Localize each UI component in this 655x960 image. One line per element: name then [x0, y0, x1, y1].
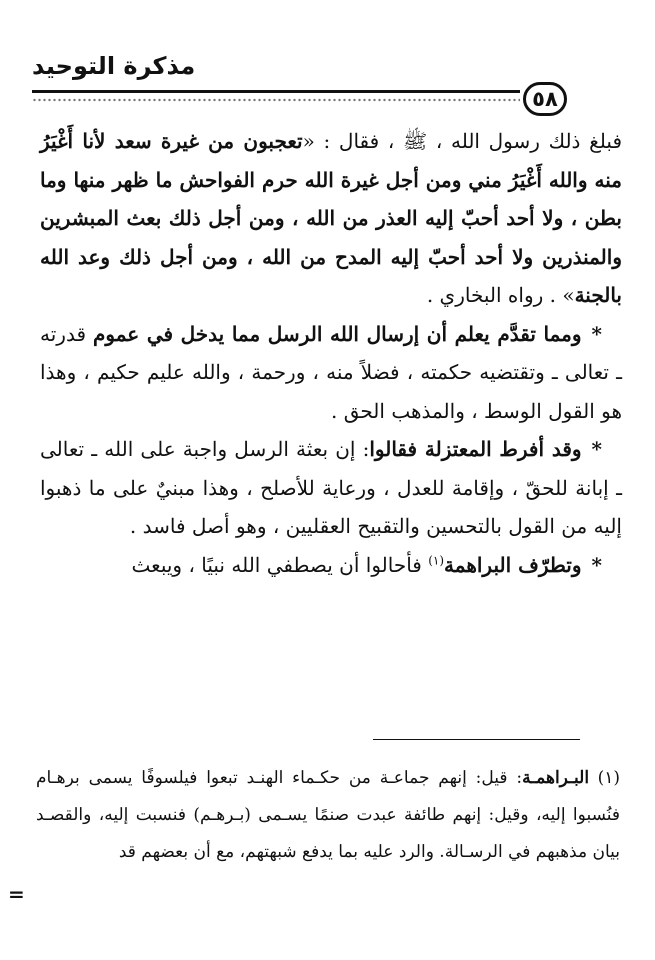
paragraph-star-marker: *: [591, 437, 603, 461]
paragraph-brahmins: [40, 546, 622, 585]
paragraph-lead: وتطرّف البراهمة: [444, 552, 582, 577]
page-number-badge: ٥٨: [523, 82, 567, 116]
footnote-text: : قيل: إنهم جماعـة من حكـماء الهنـد تبعوا فيلسوفًا يسمى برهـام فنُسبوا إليه، وقيل: إنهم طائفة عبدت صنمًا يسـمى (بـرهـم) فنسبت إليه، والقصـد بيان مذهبهم في الرسـالة. والرد عليه بما يدفع شبهتهم، مع أن بعضهم قد: [36, 768, 620, 862]
paragraph-body: فأحالوا أن يصطفي الله نبيًا ، ويبعث: [131, 552, 429, 577]
hadith-text: تعجبون من غيرة سعد لأنا أَغْيَرُ منه والله أَغْيَرُ مني ومن أجل غيرة الله حرم الفواحش ما ظهر منها وما بطن ، ولا أحد أحبّ إليه العذر من الله ، ومن أجل ذلك بعث المبشرين والمنذرين ولا أحد أحبّ إليه المدح من الله ، ومن أجل ذلك وعد الله بالجنة: [40, 129, 622, 307]
header-rule: [32, 90, 520, 93]
footnote-1: [36, 760, 620, 871]
hadith-source: » . رواه البخاري .: [426, 283, 575, 307]
continuation-mark: =: [8, 882, 25, 906]
footnote-term: البـراهمـة: [522, 768, 590, 788]
hadith-intro: فبلغ ذلك رسول الله ، ﷺ ، فقال : «: [302, 129, 623, 153]
main-text: [40, 122, 622, 584]
footnote-number: (١): [597, 768, 620, 788]
running-header-title: مذكرة التوحيد: [32, 52, 196, 80]
footnote-reference[interactable]: (١): [428, 552, 445, 567]
header-dotted-ornament: [32, 97, 520, 103]
paragraph-body: قدرته ـ تعالى ـ وتقتضيه حكمته ، فضلاً منه ، ورحمة ، والله عليم حكيم ، وهذا هو القول الوسط ، والمذهب الحق .: [40, 321, 622, 423]
paragraph-star-marker: *: [591, 552, 602, 577]
paragraph-hadith: [40, 122, 622, 315]
paragraph-mission-of-messengers: [40, 315, 622, 431]
paragraph-mutazila: [40, 430, 622, 546]
footnote-separator: [373, 739, 580, 740]
paragraph-star-marker: *: [591, 321, 602, 346]
footnotes: [36, 760, 620, 871]
paragraph-lead: ومما تقدَّم يعلم أن إرسال الله الرسل مما يدخل في عموم: [93, 321, 582, 346]
paragraph-lead: وقد أفرط المعتزلة فقالوا: [369, 437, 582, 461]
paragraph-body: : إن بعثة الرسل واجبة على الله ـ تعالى ـ إبانة للحقّ ، وإقامة للعدل ، ورعاية للأصلح ، وهذا مبنيٌ على ما ذهبوا إليه من القول بالتحسين والتقبيح العقليين ، وهو أصل فاسد .: [40, 437, 622, 538]
